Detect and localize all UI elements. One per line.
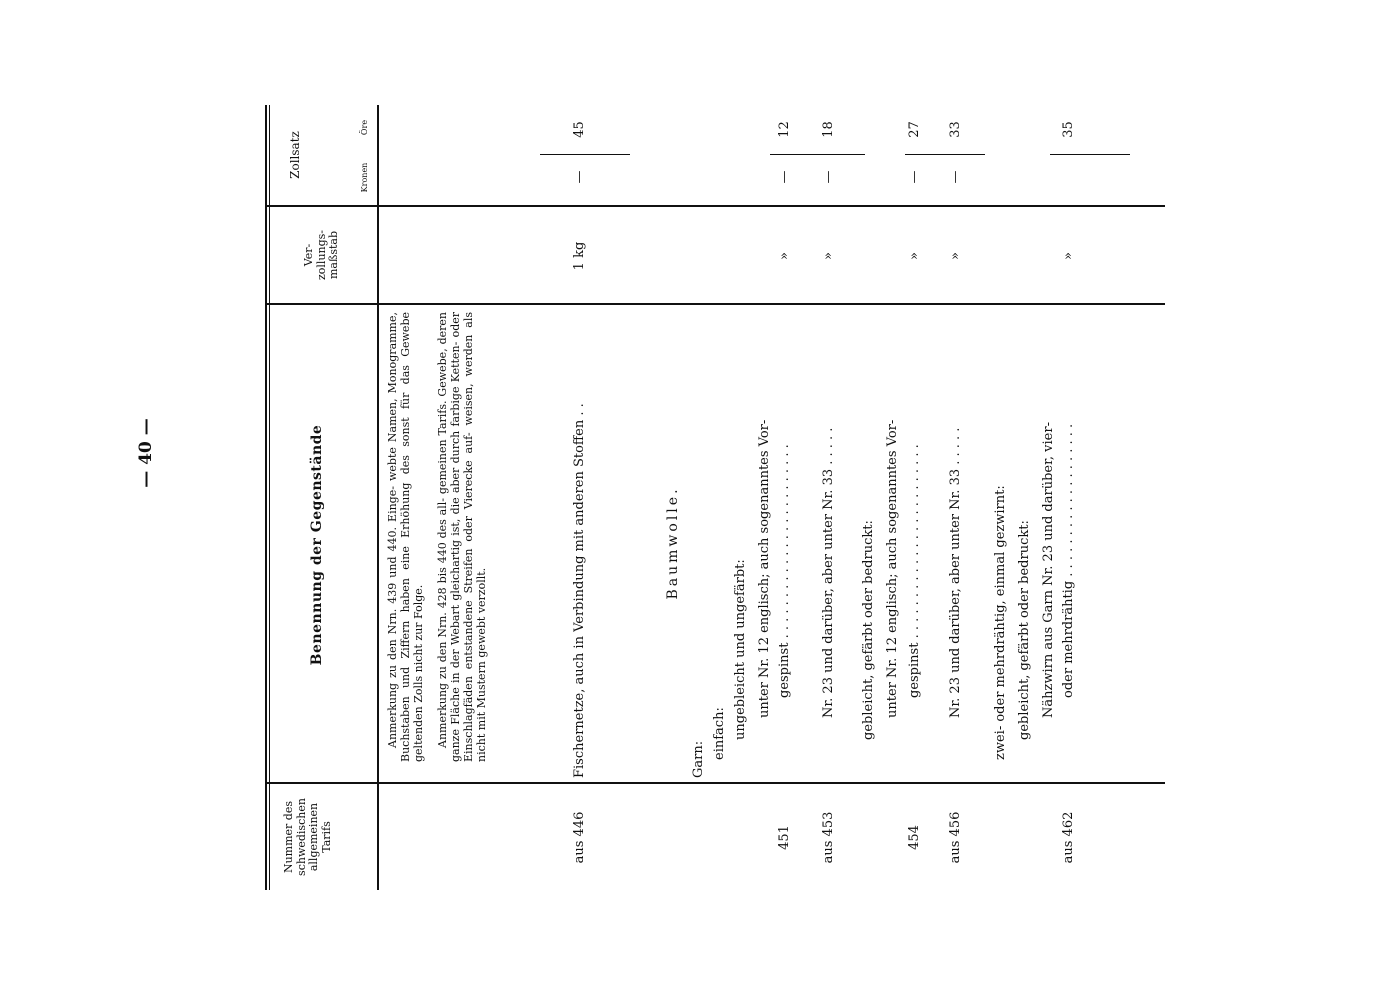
table-row: ungebleicht und ungefärbt: [733,559,748,740]
duty-col-divider [1050,154,1130,155]
header-description: Benennung der Gegenstände [309,424,325,666]
note-1: Anmerkung zu den Nrn. 439 und 440. Einge- webte Namen, Monogramme, Buchstaben und Ziffern haben eine Erhöhung des sonst für das Gewebe geltenden Zolls nicht zur Folge. [386,312,425,762]
table-row: unter Nr. 12 englisch; auch sogenanntes Vor- [885,419,900,718]
table-row: Nähzwirn aus Garn Nr. 23 und darüber, vier- [1041,422,1056,718]
table-row: aus 453 Nr. 23 und darüber, aber unter Nr. 33 . . . . . » — 18 [821,121,836,864]
tariff-table-page [265,105,1165,890]
table-row: 454 gespinst . . . . . . . . . . . . . . . . . . . . . . . . » — 27 [907,121,922,850]
top-rule [265,105,267,890]
page-number: — 40 — [136,418,156,488]
table-row: 451 gespinst . . . . . . . . . . . . . . . . . . . . . . . . » — 12 [777,121,792,850]
header-kronen: Kronen [360,162,369,193]
duty-col-divider [770,154,865,155]
table-row: Garn: [691,740,706,778]
header-number: Nummer des schwedischen allgemeinen Tarifs [282,798,333,876]
table-row: aus 462 oder mehrdrähtig . . . . . . . . . . . . . . . . . . . » 35 [1061,121,1076,864]
table-row: gebleicht, gefärbt oder bedruckt: [1017,520,1032,740]
duty-col-divider [540,154,630,155]
top-rule-thin [269,105,270,890]
tariff-table [265,105,1165,890]
duty-col-divider [905,154,985,155]
header-rule [377,105,379,890]
table-row: gebleicht, gefärbt oder bedruckt: [861,520,876,740]
header-ore: Öre [360,119,369,136]
table-row: zwei- oder mehrdrähtig, einmal gezwirnt: [993,485,1008,760]
table-row: aus 446 Fischernetze, auch in Verbindung mit anderen Stoffen . . 1 kg — 45 [572,121,587,864]
header-unit: Ver- zollungs- maßstab [302,229,341,281]
table-row: einfach: [712,707,727,760]
note-2: Anmerkung zu den Nrn. 428 bis 440 des all- gemeinen Tarifs. Gewebe, deren ganze Fläche in der Webart gleichartig ist, die aber durch farbige Ketten- oder Einschlagfäden entstandene Streifen oder Vierecke auf- weisen, werden als nicht mit Mustern gewebt verzollt. [436,312,488,762]
section-title: Baumwolle. [665,486,681,600]
table-row: unter Nr. 12 englisch; auch sogenanntes Vor- [757,419,772,718]
table-row: aus 456 Nr. 23 und darüber, aber unter Nr. 33 . . . . . » — 33 [948,121,963,864]
header-duty: Zollsatz [288,131,302,179]
